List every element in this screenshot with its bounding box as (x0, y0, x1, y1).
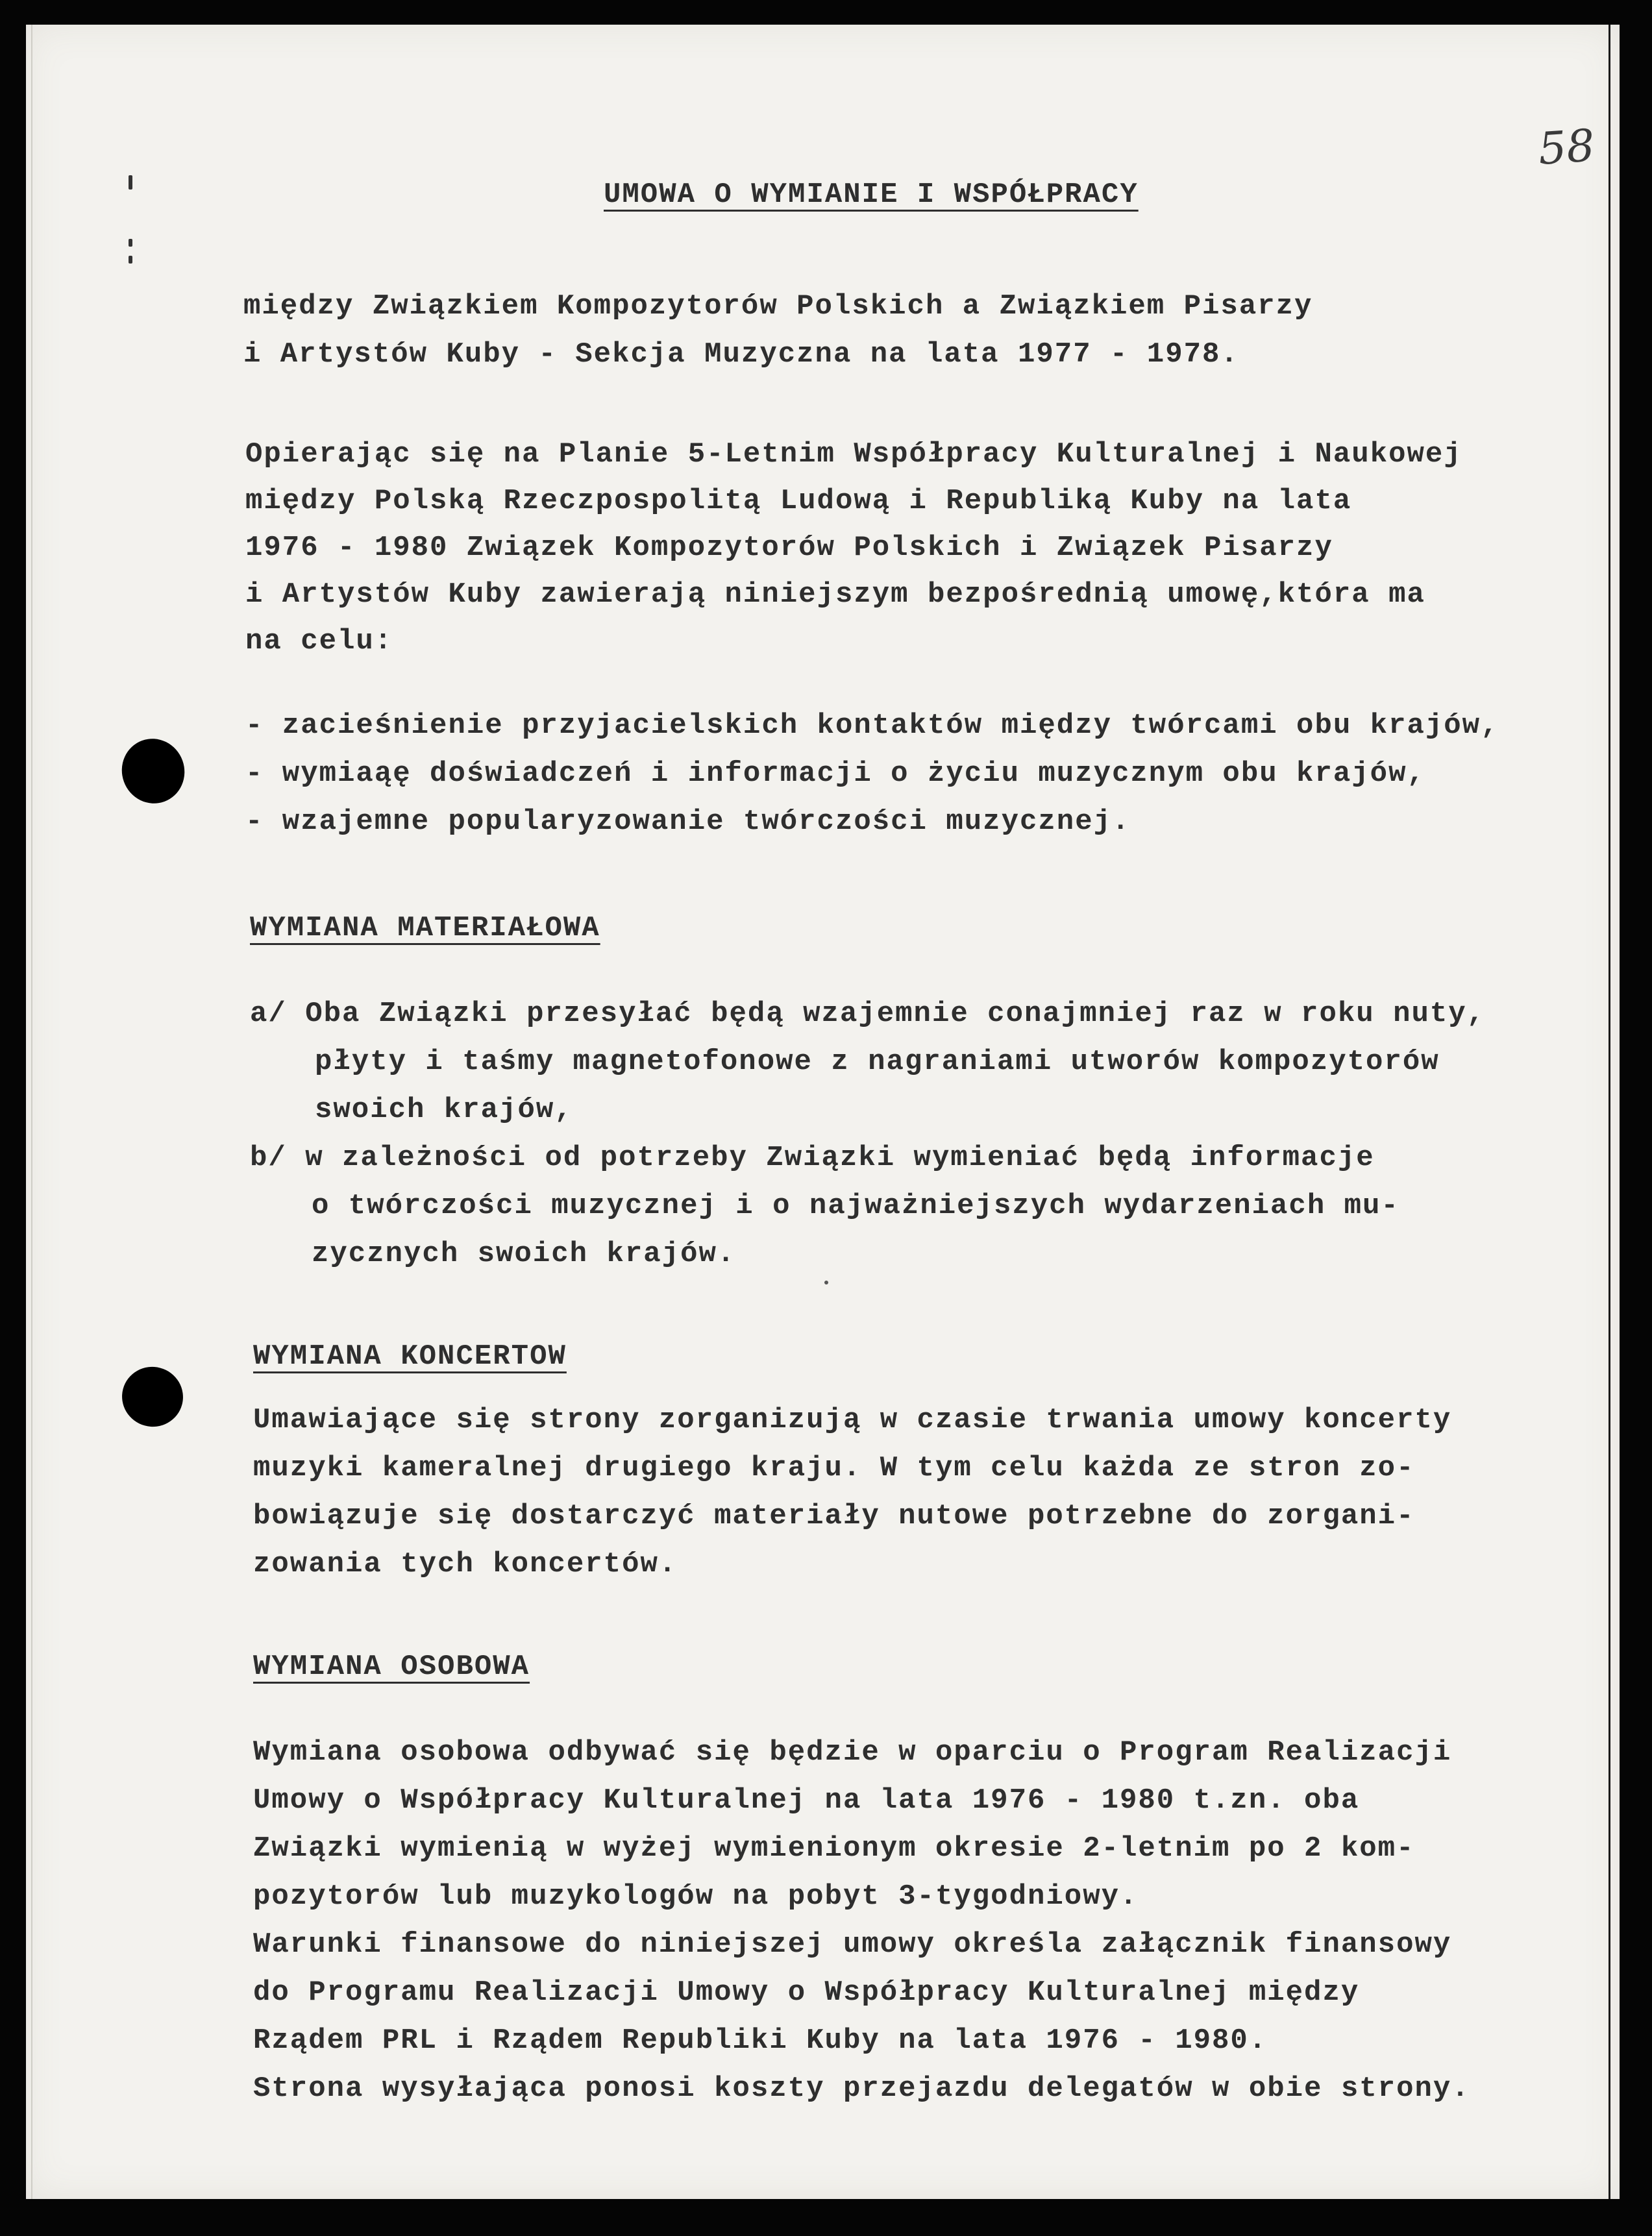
concerts-line: zowania tych koncertów. (253, 1548, 678, 1580)
intro-line: między Związkiem Kompozytorów Polskich a Związkiem Pisarzy (243, 290, 1313, 323)
paper-speck (824, 1281, 828, 1284)
material-line: o twórczości muzycznej i o najważniejszych wydarzeniach mu- (312, 1190, 1399, 1222)
intro-line: i Artystów Kuby - Sekcja Muzyczna na lata 1977 - 1978. (243, 338, 1239, 371)
material-line: swoich krajów, (315, 1094, 573, 1126)
personnel-line: pozytorów lub muzykologów na pobyt 3-tygodniowy. (253, 1880, 1139, 1913)
preamble-line: na celu: (245, 625, 393, 657)
margin-mark (129, 256, 132, 264)
preamble-line: i Artystów Kuby zawierają niniejszym bezpośrednią umowę,która ma (245, 578, 1425, 611)
section-heading-material: WYMIANA MATERIAŁOWA (250, 912, 600, 944)
page-number: 58 (1536, 120, 1597, 175)
personnel-line: Umowy o Współpracy Kulturalnej na lata 1976 - 1980 t.zn. oba (253, 1784, 1360, 1817)
document-page (26, 25, 1620, 2199)
goal-item: - wzajemne popularyzowanie twórczości muzycznej. (245, 805, 1131, 838)
preamble-line: Opierając się na Planie 5-Letnim Współpracy Kulturalnej i Naukowej (245, 438, 1462, 471)
personnel-line: Rządem PRL i Rządem Republiki Kuby na lata 1976 - 1980. (253, 2024, 1268, 2057)
personnel-line: Warunki finansowe do niniejszej umowy określa załącznik finansowy (253, 1928, 1452, 1961)
document-title: UMOWA O WYMIANIE I WSPÓŁPRACY (604, 178, 1139, 211)
page-edge-left (31, 25, 32, 2199)
punch-hole (116, 1360, 190, 1433)
concerts-line: Umawiające się strony zorganizują w czasie trwania umowy koncerty (253, 1404, 1452, 1436)
material-line: b/ w zależności od potrzeby Związki wymieniać będą informacje (250, 1142, 1375, 1174)
preamble-line: 1976 - 1980 Związek Kompozytorów Polskich i Związek Pisarzy (245, 532, 1333, 564)
concerts-line: bowiązuje się dostarczyć materiały nutowe potrzebne do zorgani- (253, 1500, 1415, 1532)
personnel-line: do Programu Realizacji Umowy o Współpracy Kulturalnej między (253, 1976, 1360, 2009)
material-line: zycznych swoich krajów. (312, 1238, 736, 1270)
concerts-line: muzyki kameralnej drugiego kraju. W tym celu każda ze stron zo- (253, 1452, 1415, 1484)
goal-item: - wymiaąę doświadczeń i informacji o życiu muzycznym obu krajów, (245, 757, 1425, 790)
preamble-line: między Polską Rzeczpospolitą Ludową i Republiką Kuby na lata (245, 485, 1352, 517)
page-edge-right (1609, 25, 1610, 2199)
material-line: płyty i taśmy magnetofonowe z nagraniami utworów kompozytorów (315, 1046, 1440, 1078)
personnel-line: Strona wysyłająca ponosi koszty przejazdu delegatów w obie strony. (253, 2072, 1470, 2105)
punch-hole (113, 730, 193, 813)
personnel-line: Wymiana osobowa odbywać się będzie w oparciu o Program Realizacji (253, 1736, 1452, 1769)
section-heading-personnel: WYMIANA OSOBOWA (253, 1651, 530, 1683)
personnel-line: Związki wymienią w wyżej wymienionym okresie 2-letnim po 2 kom- (253, 1832, 1415, 1865)
section-heading-concerts: WYMIANA KONCERTOW (253, 1340, 567, 1373)
margin-mark (129, 175, 132, 190)
goal-item: - zacieśnienie przyjacielskich kontaktów między twórcami obu krajów, (245, 709, 1499, 742)
margin-mark (129, 239, 132, 247)
material-line: a/ Oba Związki przesyłać będą wzajemnie conajmniej raz w roku nuty, (250, 998, 1486, 1030)
